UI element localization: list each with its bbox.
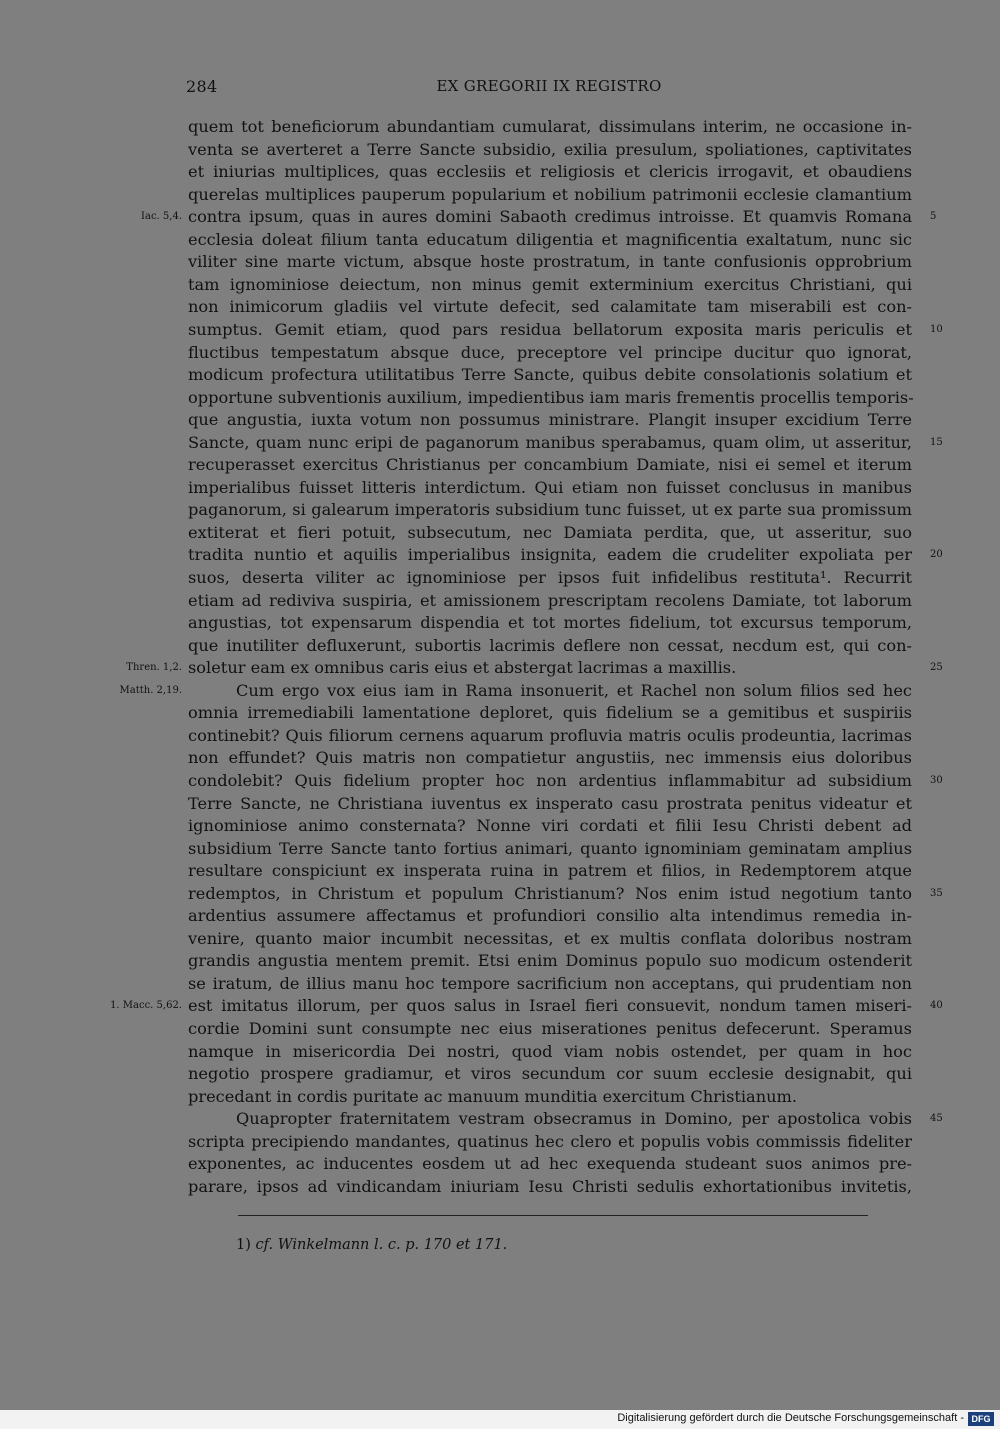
banner-text: Digitalisierung gefördert durch die Deutsche Forschungsgemeinschaft - xyxy=(617,1412,964,1424)
text-line: cordie Domini sunt consumpte nec eius miserationes penitus defecerunt. Speramus xyxy=(188,1019,912,1038)
line-number: 15 xyxy=(930,436,943,448)
text-line: ardentius assumere affectamus et profundiori consilio alta intendimus remedia in- xyxy=(188,906,912,926)
page-header xyxy=(186,77,912,101)
text-line: tam ignominiose deiectum, non minus gemit exterminium exercitus Christiani, qui xyxy=(188,274,912,294)
text-line: se iratum, de illius manu hoc tempore sacrificium non acceptans, qui prudentiam non xyxy=(188,973,912,993)
text-line: omnia irremediabili lamentatione deploret, quis fidelium se a gemitibus et suspiriis xyxy=(188,703,912,723)
text-line: subsidium Terre Sancte tanto fortius animari, quanto ignominiam geminatam amplius xyxy=(188,838,912,858)
text-line: opportune subventionis auxilium, impedientibus iam maris frementis procellis temporis- xyxy=(188,387,914,407)
text-line: extiterat et fieri potuit, subsecutum, nec Damiata perdita, que, ut asseritur, suo xyxy=(188,522,912,542)
text-line: sumptus. Gemit etiam, quod pars residua bellatorum exposita maris periculis et xyxy=(188,319,912,339)
text-line: Cum ergo vox eius iam in Rama insonuerit, et Rachel non solum filios sed hec xyxy=(236,680,912,700)
page-number: 284 xyxy=(186,77,218,96)
dfg-logo-icon: DFG xyxy=(968,1412,994,1426)
line-number: 10 xyxy=(930,323,943,335)
margin-reference: Thren. 1,2. xyxy=(126,662,182,674)
text-line: angustias, tot expensarum dispendia et tot mortes fidelium, tot excursus temporum, xyxy=(188,613,912,633)
line-number: 5 xyxy=(930,211,937,223)
text-line: ignominiose animo consternata? Nonne viri cordati et filii Iesu Christi debent ad xyxy=(188,816,912,836)
text-line: fluctibus tempestatum absque duce, preceptore vel principe ducitur quo ignorat, xyxy=(188,342,912,362)
digitization-banner xyxy=(0,1410,1000,1429)
line-number: 20 xyxy=(930,549,943,561)
text-line: venire, quanto maior incumbit necessitas, et ex multis conflata doloribus nostram xyxy=(188,928,912,948)
text-line: condolebit? Quis fidelium propter hoc non ardentius inflammabitur ad subsidium xyxy=(188,770,912,790)
text-line: exponentes, ac inducentes eosdem ut ad hec exequenda studeant suos animos pre- xyxy=(188,1154,912,1174)
text-line: quem tot beneficiorum abundantiam cumularat, dissimulans interim, ne occasione in- xyxy=(188,117,912,136)
margin-reference: Matth. 2,19. xyxy=(119,684,182,696)
text-line: namque in misericordia Dei nostri, quod viam nobis ostendet, per quam in hoc xyxy=(188,1041,912,1061)
text-line: que inutiliter defluxerunt, subortis lacrimis deflere non cessat, necdum est, qui con- xyxy=(188,635,912,655)
text-line: contra ipsum, quas in aures domini Sabaoth credimus introisse. Et quamvis Romana xyxy=(188,207,912,227)
text-line: parare, ipsos ad vindicandam iniuriam Iesu Christi sedulis exhortationibus invitetis, xyxy=(188,1176,912,1196)
text-line: Terre Sancte, ne Christiana iuventus ex insperato casu prostrata penitus videatur et xyxy=(188,793,912,813)
line-number: 35 xyxy=(930,887,943,899)
text-line: scripta precipiendo mandantes, quatinus hec clero et populis vobis commissis fideliter xyxy=(188,1131,912,1151)
text-line: negotio prospere gradiamur, et viros secundum cor suum ecclesie designabit, qui xyxy=(188,1064,912,1084)
footnote-rule xyxy=(238,1215,868,1216)
footnote-mark: 1) xyxy=(236,1237,251,1253)
text-line: soletur eam ex omnibus caris eius et abstergat lacrimas a maxillis. xyxy=(188,658,737,678)
text-line: non effundet? Quis matris non compatietur angustiis, nec immensis eius doloribus xyxy=(188,748,912,768)
text-line: etiam ad rediviva suspiria, et amissionem prescriptam recolens Damiate, tot laborum xyxy=(188,590,912,610)
text-line: continebit? Quis filiorum cernens aquarum profluvia matris oculis prodeuntia, lacrimas xyxy=(188,725,912,745)
text-line: non inimicorum gladiis vel virtute defecit, sed calamitate tam miserabili est con- xyxy=(188,297,912,317)
line-number: 30 xyxy=(930,774,943,786)
line-number: 45 xyxy=(930,1113,943,1125)
text-line: Sancte, quam nunc eripi de paganorum manibus sperabamus, quam olim, ut asseritur, xyxy=(188,432,912,452)
text-line: querelas multiplices pauperum popularium et nobilium patrimonii ecclesie clamantium xyxy=(188,184,912,204)
text-line: grandis angustia mentem premit. Etsi enim Dominus populo suo modicum ostenderit xyxy=(188,951,912,971)
margin-reference: Iac. 5,4. xyxy=(141,211,182,223)
margin-reference: 1. Macc. 5,62. xyxy=(110,1000,182,1012)
text-line: precedant in cordis puritate ac manuum munditia exercitum Christianum. xyxy=(188,1086,798,1106)
text-line: viliter sine marte victum, absque hoste prostratum, in tante confusionis opprobrium xyxy=(188,252,912,272)
text-line: resultare conspiciunt ex insperata ruina in patrem et filios, in Redemptorem atque xyxy=(188,861,912,881)
footnote xyxy=(236,1237,507,1253)
text-line: tradita nuntio et aquilis imperialibus insignita, eadem die crudeliter expoliata per xyxy=(188,545,912,565)
text-line: modicum profectura utilitatibus Terre Sancte, quibus debite consolationis solatium et xyxy=(188,365,912,385)
text-line: paganorum, si galearum imperatoris subsidium tunc fuisset, ut ex parte sua promissum xyxy=(188,500,912,520)
text-line: ecclesia doleat filium tanta educatum diligentia et magnificentia exaltatum, nunc sic xyxy=(188,229,912,249)
text-line: que angustia, iuxta votum non possumus ministrare. Plangit insuper excidium Terre xyxy=(188,410,912,430)
footnote-text: cf. Winkelmann l. c. p. 170 et 171. xyxy=(255,1237,508,1253)
text-line: venta se averteret a Terre Sancte subsidio, exilia presulum, spoliationes, captivitates xyxy=(188,139,912,159)
text-line: redemptos, in Christum et populum Christianum? Nos enim istud negotium tanto xyxy=(188,883,912,903)
line-number: 25 xyxy=(930,662,943,674)
running-title: EX GREGORII IX REGISTRO xyxy=(436,77,662,95)
line-number: 40 xyxy=(930,1000,943,1012)
text-line: est imitatus illorum, per quos salus in Israel fieri consuevit, nondum tamen miseri- xyxy=(188,996,912,1016)
text-line: Quapropter fraternitatem vestram obsecramus in Domino, per apostolica vobis xyxy=(236,1109,912,1129)
text-line: recuperasset exercitus Christianus per concambium Damiate, nisi ei semel et iterum xyxy=(188,455,912,475)
text-line: imperialibus fuisset litteris interdictum. Qui etiam non fuisset conclusus in manibus xyxy=(188,477,912,497)
text-line: suos, deserta viliter ac ignominiose per ipsos fuit infidelibus restituta¹. Recurrit xyxy=(188,568,912,587)
text-line: et iniurias multiplices, quas ecclesiis et religiosis et clericis irrogavit, et obaudiens xyxy=(188,162,912,182)
